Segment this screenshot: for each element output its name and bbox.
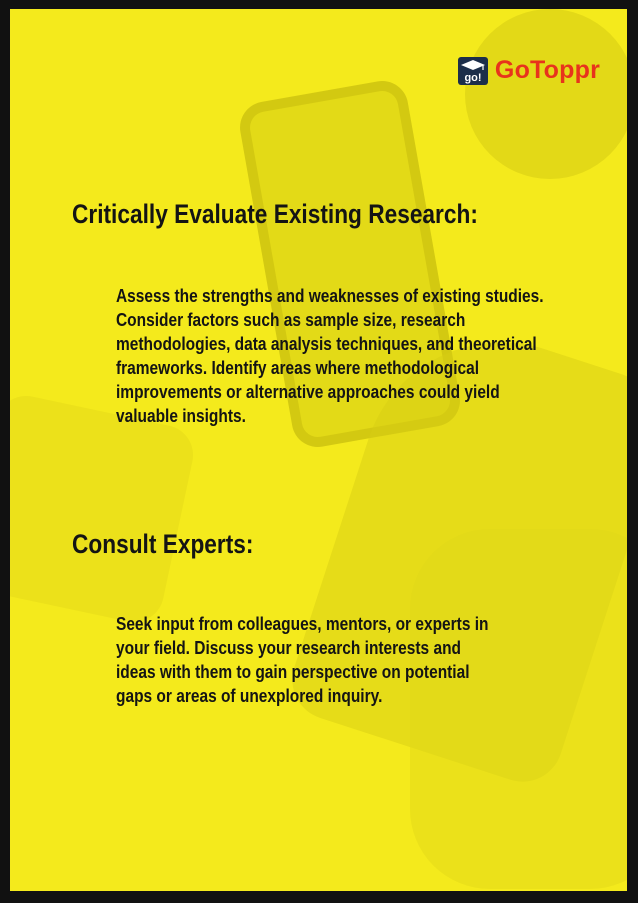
graduation-cap-icon bbox=[458, 57, 488, 85]
paragraph-line: frameworks. Identify areas where methodological bbox=[116, 358, 480, 378]
section-heading-experts: Consult Experts: bbox=[72, 529, 254, 559]
paragraph-line: Seek input from colleagues, mentors, or experts in bbox=[116, 614, 489, 634]
paragraph-line: Consider factors such as sample size, research bbox=[116, 310, 466, 330]
background-arm-shape bbox=[410, 529, 627, 889]
paragraph-line: gaps or areas of unexplored inquiry. bbox=[116, 686, 383, 706]
gotoppr-logo bbox=[458, 56, 600, 85]
paragraph-line: improvements or alternative approaches could yield bbox=[116, 382, 500, 402]
background-cup-shape bbox=[465, 9, 627, 179]
brand-name: GoToppr bbox=[494, 56, 600, 84]
section-paragraph-evaluate bbox=[116, 284, 615, 428]
section-paragraph-experts bbox=[116, 612, 615, 708]
paragraph-line: Assess the strengths and weaknesses of existing studies. bbox=[116, 286, 544, 306]
paragraph-line: methodologies, data analysis techniques, and theoretical bbox=[116, 334, 537, 354]
paragraph-line: your field. Discuss your research interests and bbox=[116, 638, 461, 658]
logo-badge-text: go! bbox=[464, 71, 482, 84]
paragraph-line: valuable insights. bbox=[116, 406, 246, 426]
paragraph-line: ideas with them to gain perspective on potential bbox=[116, 662, 470, 682]
section-heading-evaluate: Critically Evaluate Existing Research: bbox=[72, 199, 478, 229]
document-page bbox=[10, 9, 627, 891]
